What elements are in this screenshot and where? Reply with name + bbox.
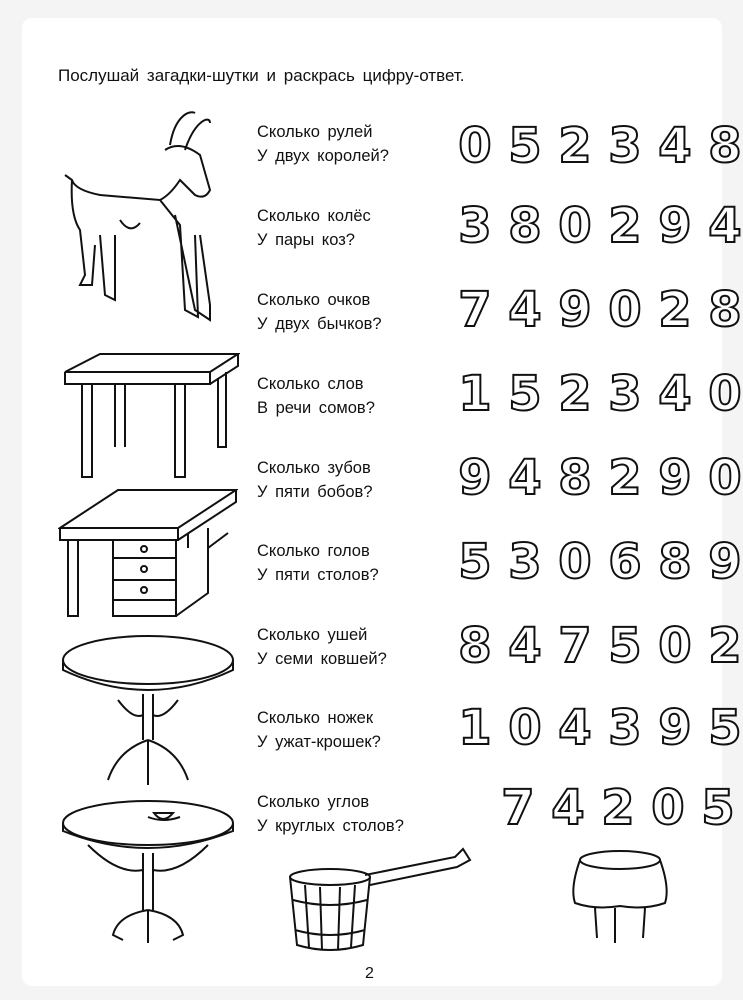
answer-digit[interactable]: 7 [558, 618, 592, 674]
answer-digit[interactable]: 2 [608, 198, 642, 254]
answer-digit[interactable]: 9 [458, 450, 492, 506]
answer-digit[interactable]: 9 [658, 450, 692, 506]
answer-digits-row [452, 368, 743, 420]
answer-digits-row [495, 782, 741, 834]
answer-digit[interactable]: 9 [708, 534, 742, 590]
answer-digit[interactable]: 5 [701, 780, 735, 836]
answer-digits-row [452, 200, 743, 252]
riddle-text [257, 456, 373, 504]
riddle-line1: Сколько колёс [257, 207, 371, 225]
riddle-line2: У двух бычков? [257, 315, 382, 333]
answer-digit[interactable]: 0 [558, 198, 592, 254]
answer-digit[interactable]: 0 [508, 700, 542, 756]
riddle-text [257, 790, 404, 838]
answer-digit[interactable]: 2 [708, 618, 742, 674]
answer-digit[interactable]: 9 [658, 700, 692, 756]
page-number: 2 [365, 965, 374, 982]
answer-digit[interactable]: 8 [708, 282, 742, 338]
riddle-line1: Сколько слов [257, 375, 364, 393]
riddle-line2: У семи ковшей? [257, 650, 387, 668]
answer-digit[interactable]: 1 [458, 366, 492, 422]
answer-digit[interactable]: 0 [651, 780, 685, 836]
table-illustration [60, 352, 240, 482]
answer-digits-row [452, 620, 743, 672]
answer-digit[interactable]: 0 [558, 534, 592, 590]
riddle-text [257, 372, 375, 420]
answer-digit[interactable]: 9 [658, 198, 692, 254]
answer-digit[interactable]: 4 [508, 282, 542, 338]
riddle-text [257, 204, 371, 252]
answer-digit[interactable]: 0 [458, 118, 492, 174]
answer-digit[interactable]: 2 [658, 282, 692, 338]
answer-digit[interactable]: 8 [658, 534, 692, 590]
riddle-line2: У двух королей? [257, 147, 389, 165]
answer-digit[interactable]: 5 [508, 366, 542, 422]
answer-digit[interactable]: 8 [708, 118, 742, 174]
answer-digit[interactable]: 0 [708, 366, 742, 422]
riddle-line2: У пары коз? [257, 231, 355, 249]
answer-digit[interactable]: 3 [608, 700, 642, 756]
riddle-line2: В речи сомов? [257, 399, 375, 417]
answer-digit[interactable]: 3 [608, 366, 642, 422]
answer-digit[interactable]: 0 [608, 282, 642, 338]
answer-digit[interactable]: 4 [551, 780, 585, 836]
answer-digit[interactable]: 8 [458, 618, 492, 674]
answer-digits-row [452, 284, 743, 336]
answer-digit[interactable]: 4 [658, 366, 692, 422]
answer-digit[interactable]: 5 [458, 534, 492, 590]
round-table-illustration [58, 630, 238, 790]
answer-digit[interactable]: 5 [608, 618, 642, 674]
answer-digit[interactable]: 7 [501, 780, 535, 836]
answer-digit[interactable]: 7 [458, 282, 492, 338]
answer-digits-row [452, 702, 743, 754]
riddle-line1: Сколько очков [257, 291, 371, 309]
riddle-text [257, 706, 381, 754]
instruction-text: Послушай загадки-шутки и раскрась цифру-ответ. [58, 66, 465, 85]
answer-digit[interactable]: 2 [608, 450, 642, 506]
answer-digit[interactable]: 9 [558, 282, 592, 338]
riddle-line2: У пяти столов? [257, 566, 379, 584]
covered-stool-illustration [565, 848, 675, 948]
riddle-line2: У пяти бобов? [257, 483, 373, 501]
answer-digit[interactable]: 2 [601, 780, 635, 836]
riddle-text [257, 539, 379, 587]
answer-digit[interactable]: 5 [708, 700, 742, 756]
answer-digit[interactable]: 8 [508, 198, 542, 254]
answer-digit[interactable]: 2 [558, 366, 592, 422]
riddle-text [257, 623, 387, 671]
answer-digit[interactable]: 0 [658, 618, 692, 674]
riddle-text [257, 288, 382, 336]
answer-digit[interactable]: 4 [508, 618, 542, 674]
riddle-line1: Сколько зубов [257, 459, 371, 477]
answer-digit[interactable]: 5 [508, 118, 542, 174]
answer-digit[interactable]: 4 [658, 118, 692, 174]
answer-digit[interactable]: 3 [508, 534, 542, 590]
answer-digit[interactable]: 4 [558, 700, 592, 756]
answer-digits-row [452, 120, 743, 172]
answer-digit[interactable]: 1 [458, 700, 492, 756]
riddle-line1: Сколько ушей [257, 626, 368, 644]
answer-digit[interactable]: 2 [558, 118, 592, 174]
riddle-text [257, 120, 389, 168]
answer-digit[interactable]: 6 [608, 534, 642, 590]
cafe-table-illustration [58, 795, 238, 945]
answer-digits-row [452, 536, 743, 588]
answer-digit[interactable]: 8 [558, 450, 592, 506]
desk-illustration [58, 488, 238, 618]
riddle-line1: Сколько углов [257, 793, 370, 811]
answer-digit[interactable]: 4 [708, 198, 742, 254]
riddle-line2: У круглых столов? [257, 817, 404, 835]
riddle-line1: Сколько голов [257, 542, 370, 560]
answer-digit[interactable]: 3 [608, 118, 642, 174]
answer-digits-row [452, 452, 743, 504]
answer-digit[interactable]: 3 [458, 198, 492, 254]
answer-digit[interactable]: 0 [708, 450, 742, 506]
riddle-line2: У ужат-крошек? [257, 733, 381, 751]
riddle-line1: Сколько рулей [257, 123, 373, 141]
answer-digit[interactable]: 4 [508, 450, 542, 506]
riddle-line1: Сколько ножек [257, 709, 374, 727]
goat-illustration [60, 105, 240, 335]
ladle-tub-illustration [285, 845, 475, 955]
